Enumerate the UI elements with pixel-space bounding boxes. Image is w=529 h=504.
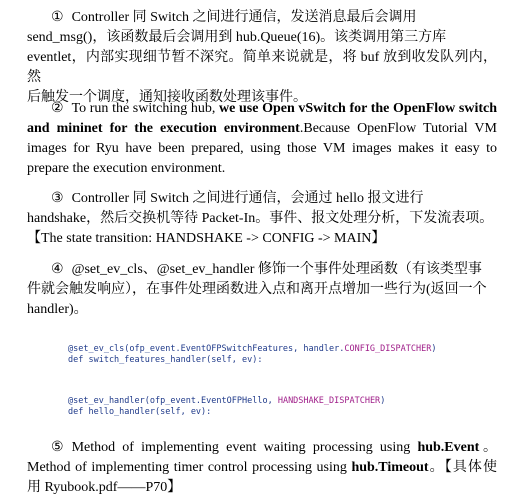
code-snippet-1 [68, 344, 436, 366]
paragraph-1 [27, 8, 497, 108]
code-1-line-1a: @set_ev_cls(ofp_event.EventOFPSwitchFeatures, handler. [68, 344, 345, 354]
paragraph-4 [27, 260, 497, 320]
paragraph-3-number: ③ [51, 191, 64, 206]
code-1-line-1c: ) [431, 344, 437, 354]
paragraph-5-text-1: Method of implementing event waiting processing using [71, 440, 418, 455]
code-2-line-1c: ) [380, 396, 386, 406]
paragraph-1-line-2: send_msg()，该函数最后会调用到 hub.Queue(16)。该类调用第三方库 [27, 30, 447, 45]
paragraph-2-text-2: .Because OpenFlow Tutorial VM images for Ryu have been prepared, using those VM images makes it easy to prepare the execution environment. [27, 121, 497, 176]
paragraph-2 [27, 99, 497, 179]
paragraph-5-text-2: 。 Method of implementing timer control processing using [27, 440, 497, 475]
paragraph-3 [27, 189, 497, 249]
paragraph-2-number: ② [51, 101, 64, 116]
code-1-line-2: def switch_features_handler(self, ev): [68, 355, 263, 365]
paragraph-3-line-2: handshake，然后交换机等待 Packet-In。事件、报文处理分析，下发流表项。 [27, 211, 494, 226]
paragraph-2-bold-1: we use Open vSwitch for the OpenFlow switch and mininet for the execution environment [27, 101, 497, 136]
code-2-line-1b: HANDSHAKE_DISPATCHER [277, 396, 381, 406]
paragraph-1-number: ① [51, 10, 64, 25]
paragraph-5-number: ⑤ [51, 440, 64, 455]
paragraph-5-text-3: 。【具体使用 Ryubook.pdf——P70】 [27, 460, 497, 495]
paragraph-4-line-2: 件就会触发响应），在事件处理函数进入点和离开点增加一些行为(返回一个 [27, 282, 487, 297]
paragraph-1-line-1: Controller 同 Switch 之间进行通信，发送消息最后会调用 [71, 10, 417, 25]
paragraph-3-line-1: Controller 同 Switch 之间进行通信，会通过 hello 报文进行 [71, 191, 424, 206]
code-2-line-2: def hello_handler(self, ev): [68, 407, 212, 417]
paragraph-2-text-1: To run the switching hub, [71, 101, 220, 116]
paragraph-5-bold-2: hub.Timeout [351, 460, 429, 475]
paragraph-4-number: ④ [51, 262, 64, 277]
paragraph-5-bold-1: hub.Event [417, 440, 480, 455]
paragraph-4-line-3: handler)。 [27, 302, 88, 317]
code-1-line-1b: CONFIG_DISPATCHER [344, 344, 432, 354]
paragraph-4-line-1: @set_ev_cls、@set_ev_handler 修饰一个事件处理函数（有该类型事 [71, 262, 482, 277]
code-snippet-2 [68, 396, 385, 418]
paragraph-5 [27, 438, 497, 498]
paragraph-1-line-3: eventlet，内部实现细节暂不深究。简单来说就是，将 buf 放到收发队列内，然 [27, 50, 497, 85]
paragraph-1-line-4: 后触发一个调度，通知接收函数处理该事件。 [27, 90, 307, 105]
code-2-line-1a: @set_ev_handler(ofp_event.EventOFPHello, [68, 396, 278, 406]
paragraph-3-line-3: 【The state transition: HANDSHAKE -> CONFIG -> MAIN】 [27, 231, 386, 246]
